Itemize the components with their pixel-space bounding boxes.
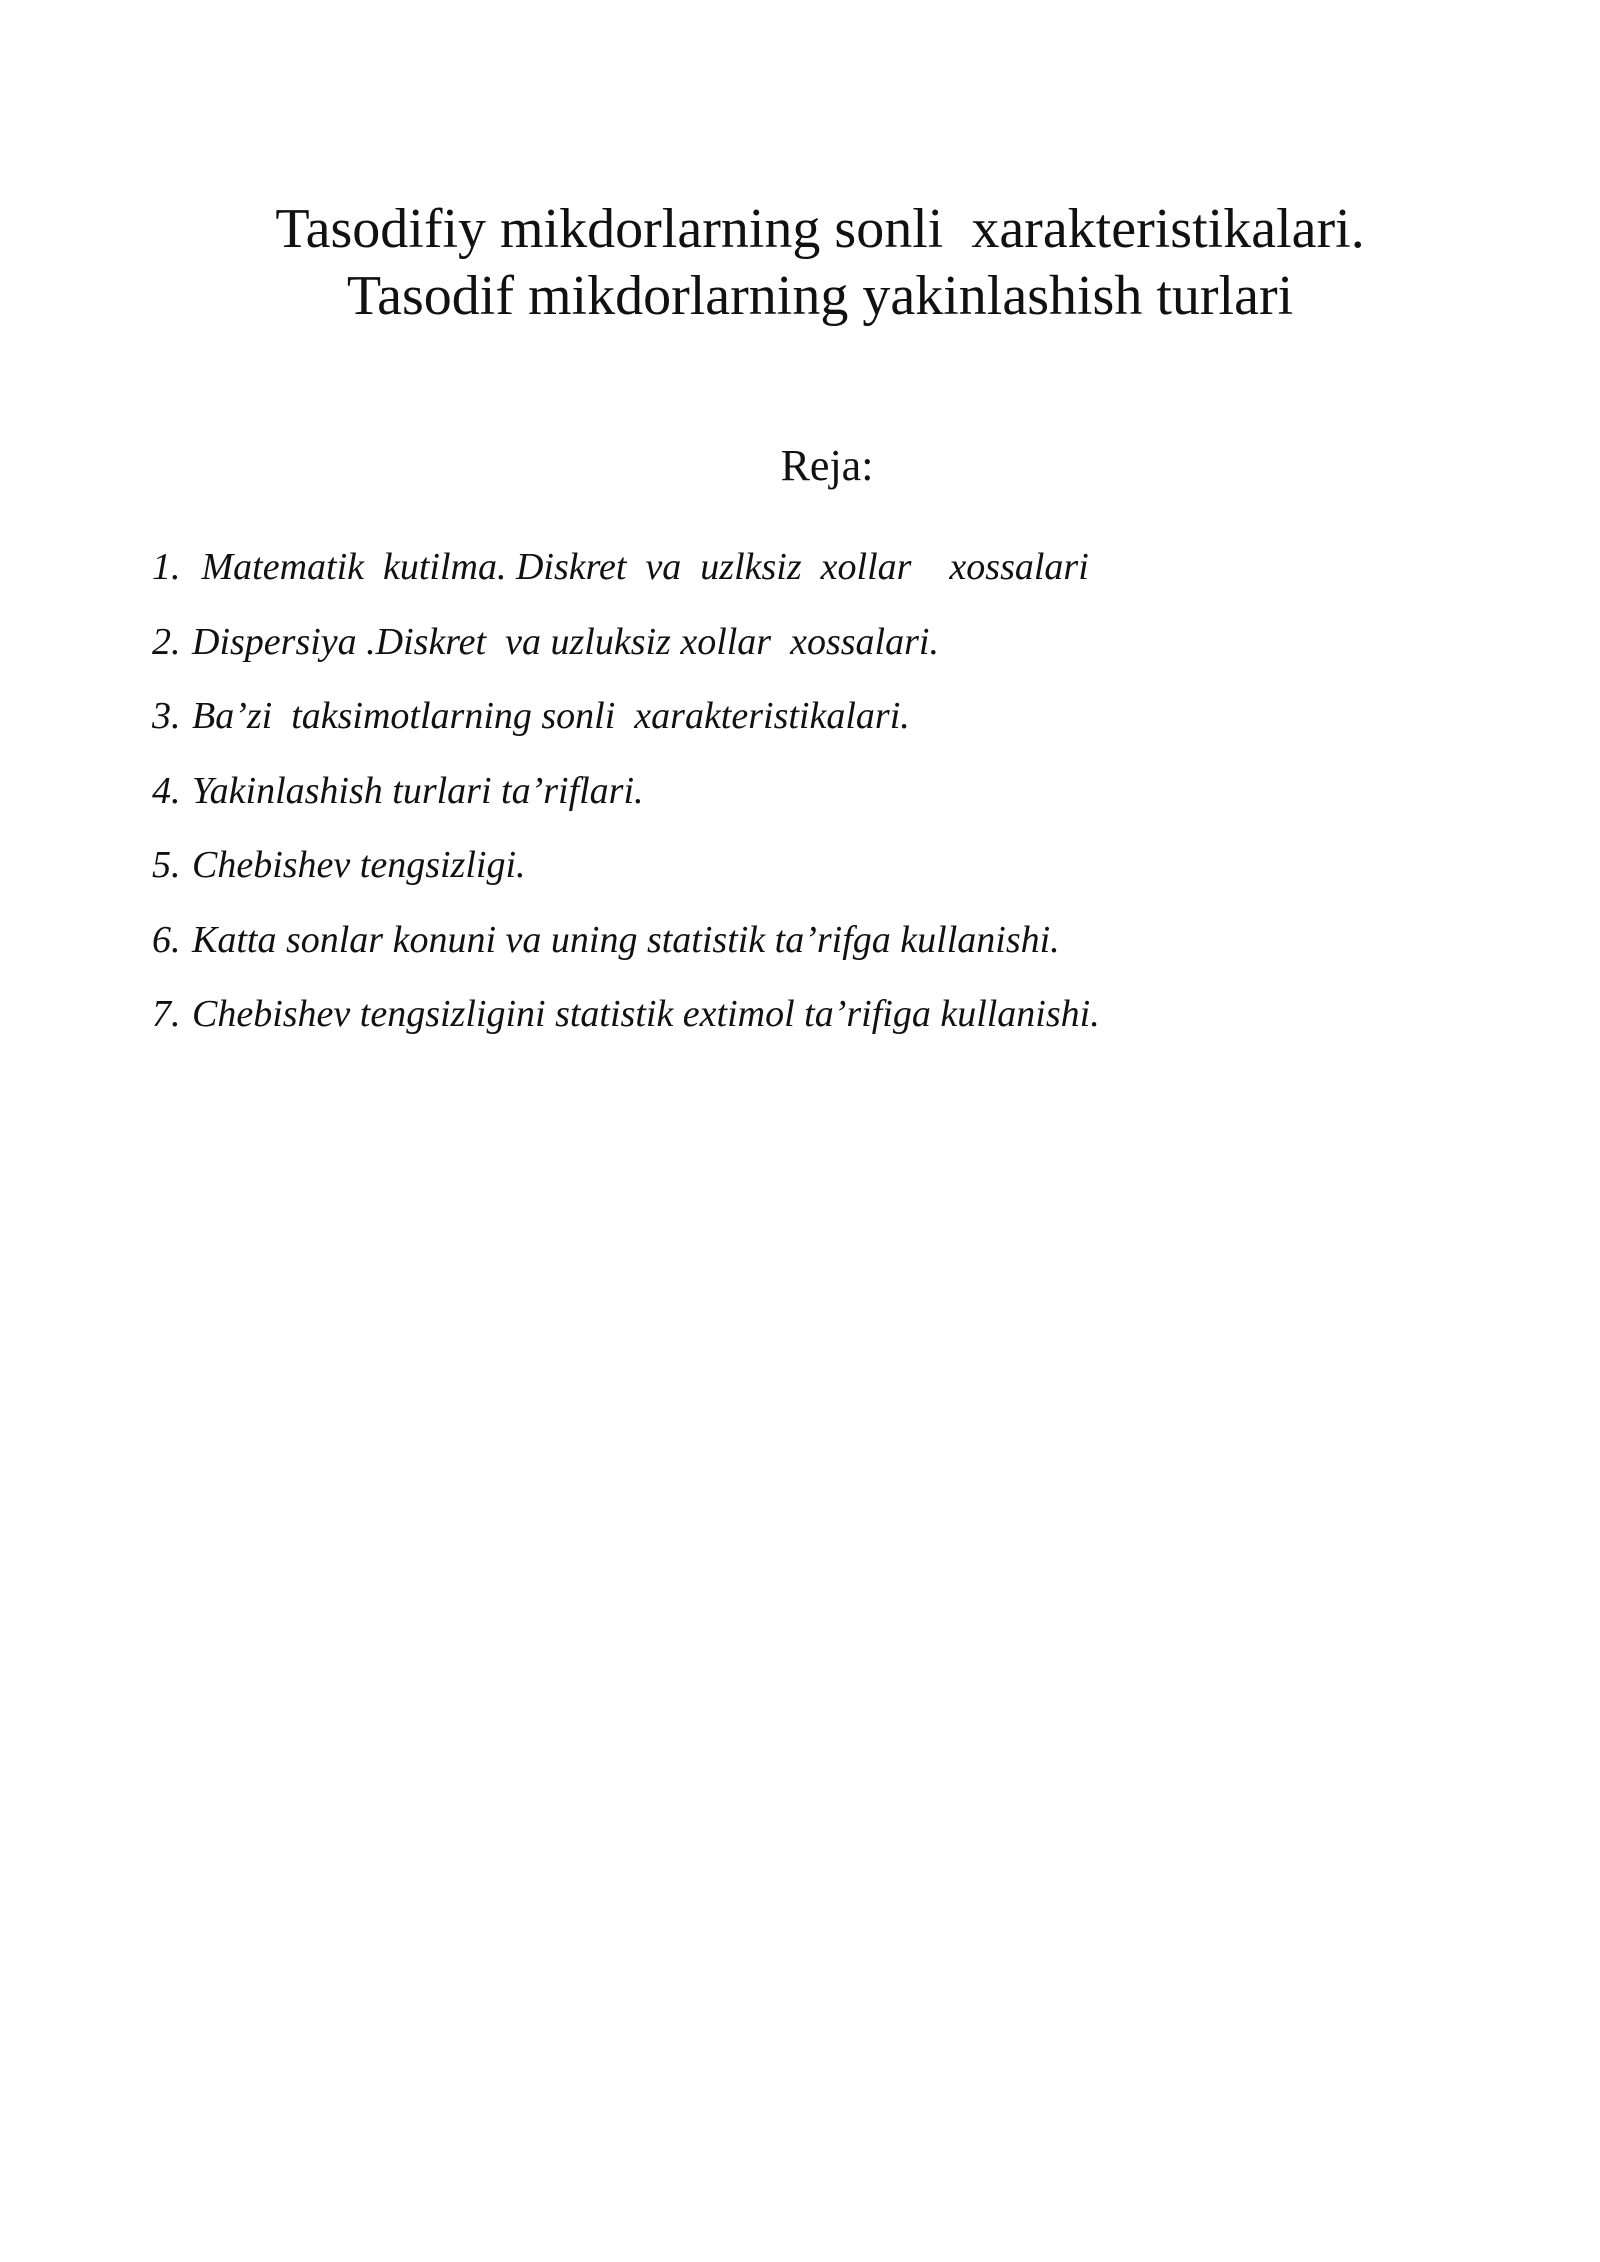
- plan-item-3: [152, 689, 1100, 764]
- plan-item-text: Katta sonlar konuni va uning statistik ta’rifga kullanishi.: [192, 918, 1060, 961]
- plan-item-text: Matematik kutilma. Diskret va uzlksiz xollar xossalari: [192, 546, 1089, 588]
- plan-heading: Reja:: [780, 441, 874, 490]
- plan-item-text: Chebishev tengsizligini statistik extimol ta’rifiga kullanishi.: [192, 993, 1100, 1035]
- plan-list: [152, 540, 1100, 1062]
- plan-item-number: 2.: [152, 620, 181, 663]
- plan-item-number: 5.: [152, 844, 181, 886]
- plan-item-5: [152, 838, 1100, 913]
- plan-item-number: 6.: [152, 918, 181, 961]
- plan-item-number: 3.: [152, 695, 181, 737]
- title-line-1: Tasodifiy mikdorlarning sonli xarakteristikalari.: [275, 198, 1365, 260]
- plan-item-6: [152, 913, 1100, 988]
- plan-item-text: Chebishev tengsizligi.: [192, 844, 526, 886]
- plan-item-number: 4.: [152, 769, 181, 812]
- plan-item-text: Dispersiya .Diskret va uzluksiz xollar xossalari.: [192, 620, 939, 663]
- plan-item-2: [152, 615, 1100, 690]
- document-title: [0, 196, 1600, 330]
- plan-item-4: [152, 764, 1100, 839]
- title-line-2: Tasodif mikdorlarning yakinlashish turlari: [346, 265, 1294, 327]
- plan-item-number: 1.: [152, 546, 181, 588]
- plan-item-7: [152, 987, 1100, 1062]
- plan-item-1: [152, 540, 1100, 615]
- plan-item-number: 7.: [152, 993, 181, 1035]
- plan-item-text: Yakinlashish turlari ta’riflari.: [192, 769, 644, 812]
- plan-item-text: Ba’zi taksimotlarning sonli xarakteristikalari.: [192, 695, 910, 737]
